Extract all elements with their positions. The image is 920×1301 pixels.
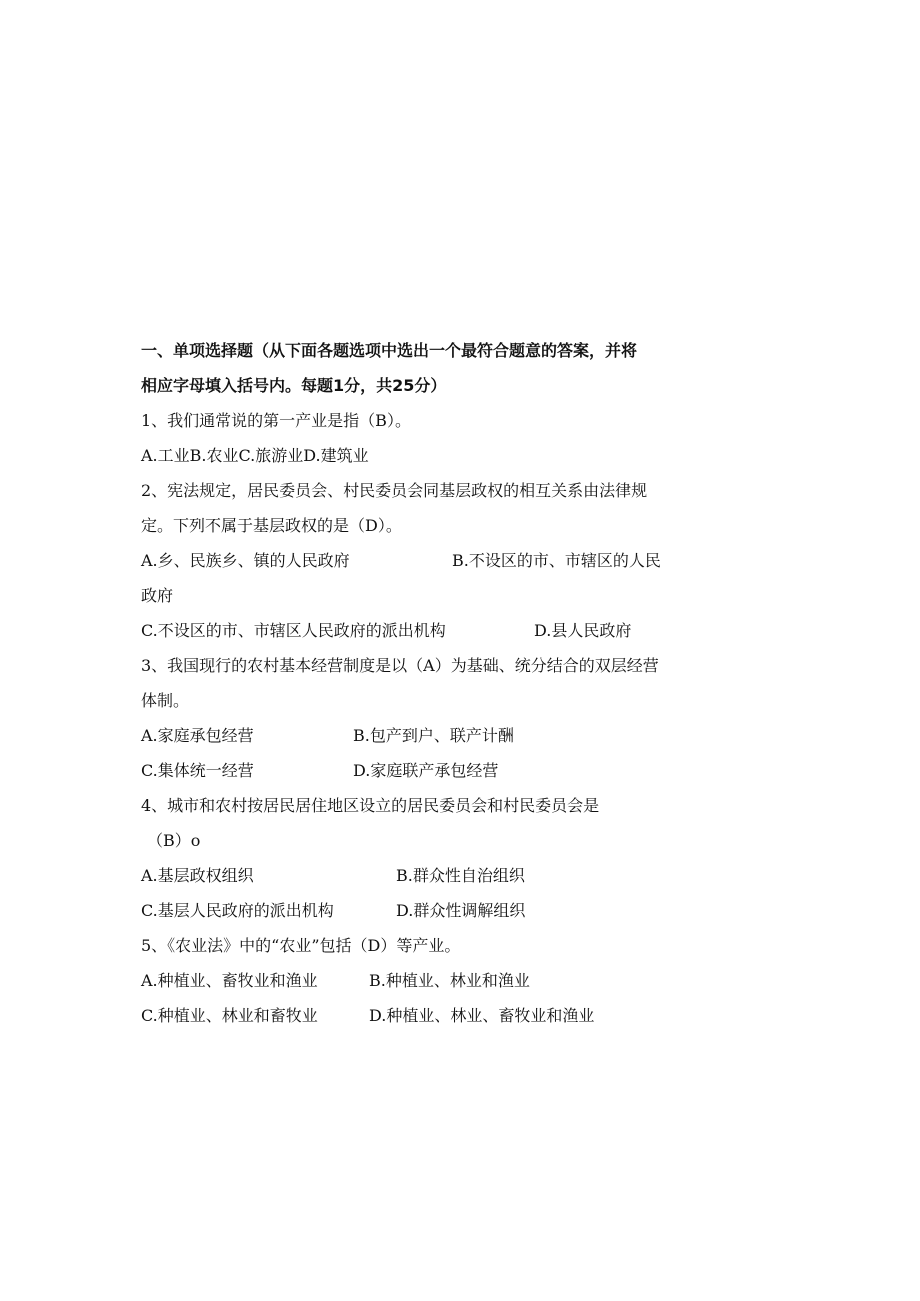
question-4-option-b: B.群众性自治组织 [396,866,525,885]
question-4-option-a: A.基层政权组织 [141,866,254,885]
question-3-option-a: A.家庭承包经营 [141,726,254,745]
question-5-stem: 5、《农业法》中的“农业”包括（D）等产业。 [141,936,461,955]
section-title-line-2: 相应字母填入括号内。每题1分，共25分） [141,376,447,395]
question-4-option-c: C.基层人民政府的派出机构 [141,901,334,920]
question-1-stem: 1、我们通常说的第一产业是指（B）。 [141,411,411,430]
question-3-option-d: D.家庭联产承包经营 [353,761,499,780]
question-3-option-c: C.集体统一经营 [141,761,254,780]
question-2-stem-line-1: 2、宪法规定，居民委员会、村民委员会同基层政权的相互关系由法律规 [141,481,648,500]
question-3-option-b: B.包产到户、联产计酬 [353,726,514,745]
question-5-option-a: A.种植业、畜牧业和渔业 [141,971,318,990]
question-5-option-d: D.种植业、林业、畜牧业和渔业 [369,1006,595,1025]
question-3-stem-line-1: 3、我国现行的农村基本经营制度是以（A）为基础、统分结合的双层经营 [141,656,659,675]
section-title-line-1: 一、单项选择题（从下面各题选项中选出一个最符合题意的答案，并将 [141,341,638,360]
question-4-option-d: D.群众性调解组织 [396,901,526,920]
question-2-option-a: A.乡、民族乡、镇的人民政府 [141,551,350,570]
question-2-stem-line-2: 定。下列不属于基层政权的是（D）。 [141,516,402,535]
question-3-stem-line-2: 体制。 [141,691,190,710]
question-2-option-b: B.不设区的市、市辖区的人民 [452,551,661,570]
question-2-option-b-continued: 政府 [141,586,174,605]
question-5-option-b: B.种植业、林业和渔业 [369,971,530,990]
question-4-stem-line-1: 4、城市和农村按居民居住地区设立的居民委员会和村民委员会是 [141,796,600,815]
question-2-option-d: D.县人民政府 [534,621,632,640]
question-2-option-c: C.不设区的市、市辖区人民政府的派出机构 [141,621,446,640]
question-4-stem-line-2: （B）o [147,831,201,850]
question-1-options: A.工业B.农业C.旅游业D.建筑业 [141,446,369,465]
question-5-option-c: C.种植业、林业和畜牧业 [141,1006,318,1025]
